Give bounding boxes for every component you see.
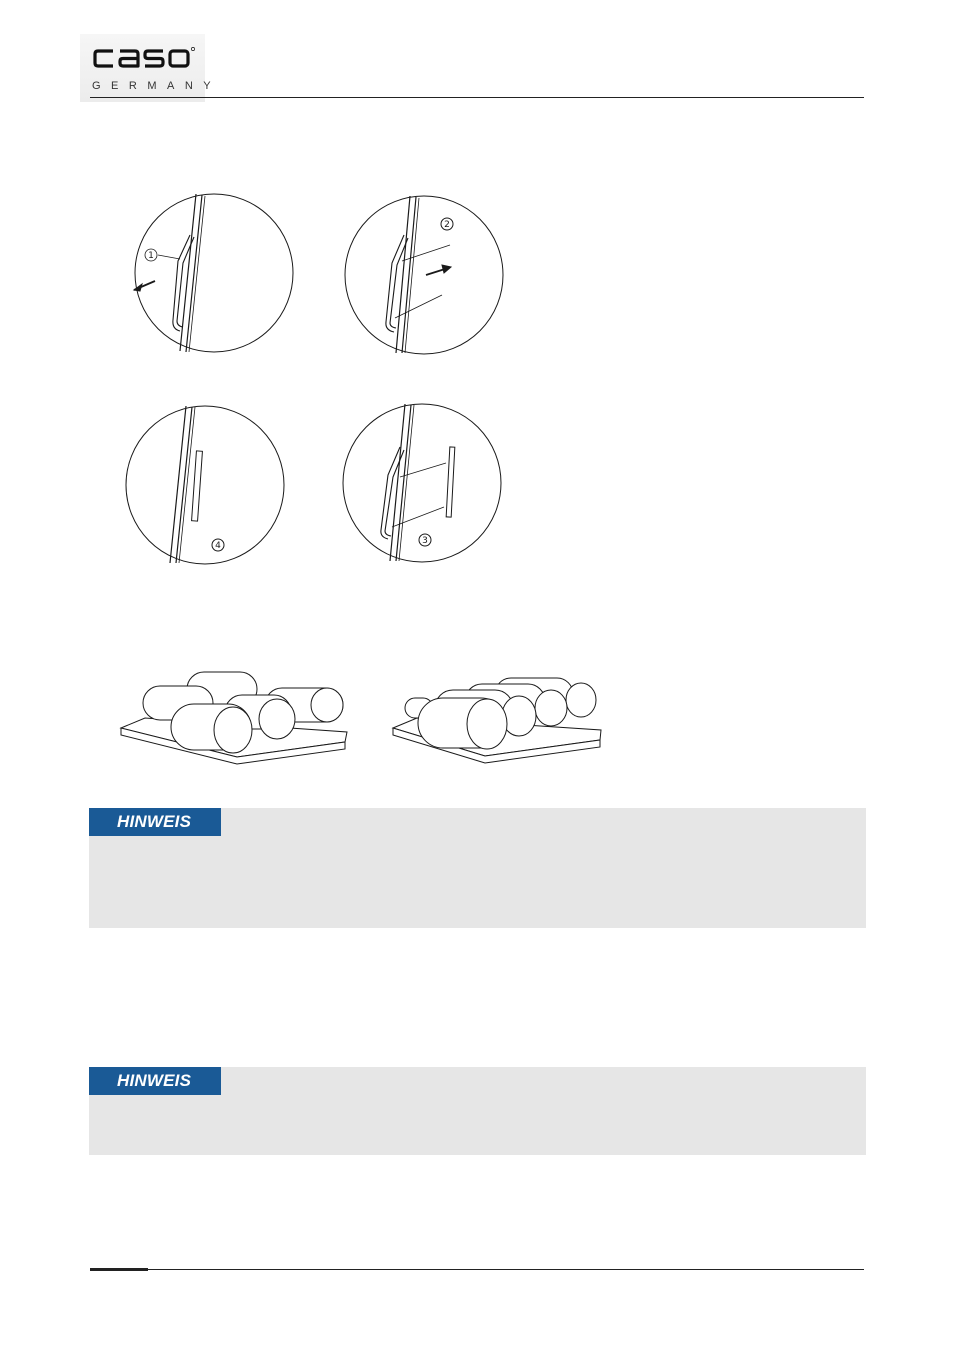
- caso-logo-icon: [92, 41, 202, 75]
- step-label-1: 1: [148, 251, 154, 261]
- diagram-step-2: [345, 196, 503, 354]
- diagram-step-4: [126, 406, 284, 564]
- note-box-2: [89, 1067, 866, 1155]
- footer-rule-accent: [90, 1268, 148, 1271]
- door-handle-removal-diagram: [120, 185, 520, 575]
- note-label: HINWEIS: [89, 1067, 221, 1095]
- shelf-right: [393, 678, 601, 763]
- diagram-step-1: [134, 194, 293, 352]
- bottle-shelf-diagram: [115, 660, 610, 770]
- step-label-2: 2: [444, 220, 450, 230]
- step-label-3: 3: [422, 536, 428, 546]
- footer-rule: [90, 1269, 864, 1270]
- note-box-1: [89, 808, 866, 928]
- header-rule: [90, 97, 864, 98]
- step-label-4: 4: [215, 541, 221, 551]
- shelf-left: [121, 672, 347, 764]
- note-label: HINWEIS: [89, 808, 221, 836]
- brand-subtitle: GERMANY: [92, 80, 222, 92]
